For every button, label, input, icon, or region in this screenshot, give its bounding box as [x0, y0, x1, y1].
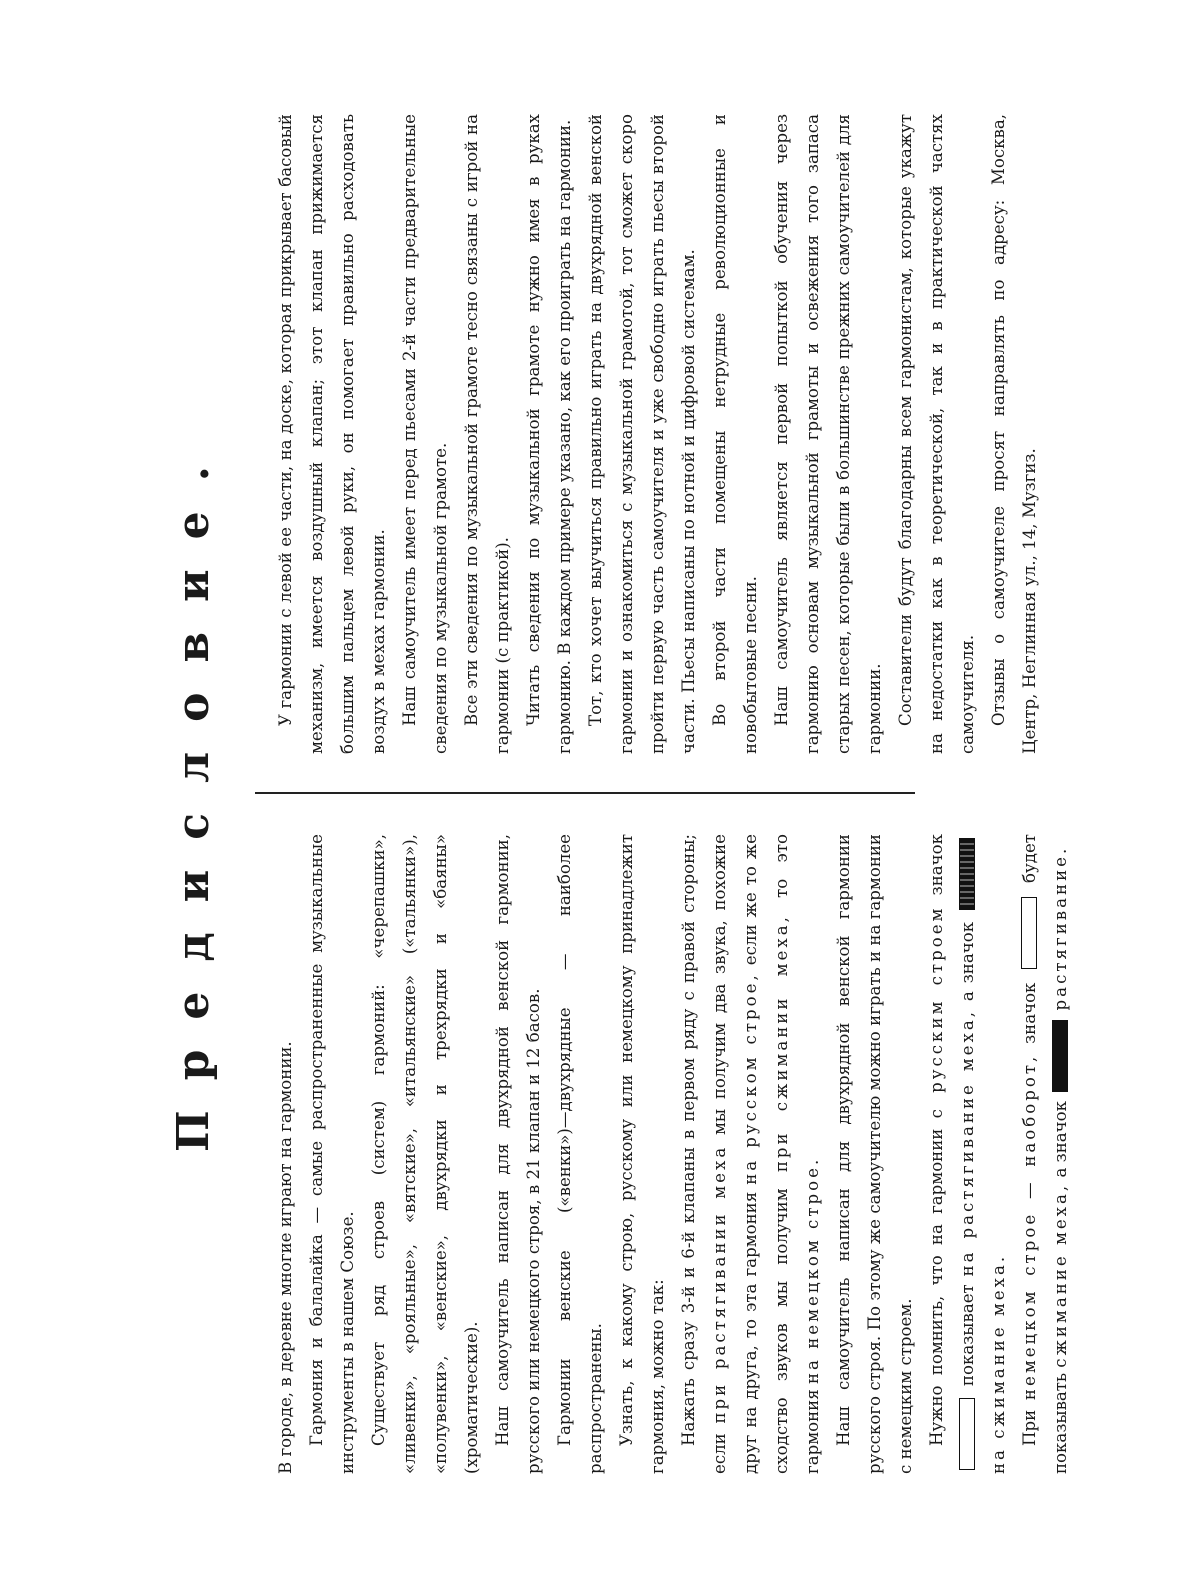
text: а значок	[958, 921, 977, 1002]
paragraph: Все эти сведения по музыкальной грамоте тесно связаны с игрой на гармонии (с практикой).	[462, 114, 512, 754]
text: значок	[927, 834, 946, 896]
rotated-preface-page	[150, 74, 1070, 1514]
text: значок	[1020, 982, 1039, 1044]
paragraph: В городе, в деревне многие играют на гармонии.	[276, 1041, 295, 1474]
column-divider	[255, 792, 915, 794]
paragraph: Тот, кто хочет выучиться правильно играть на двухрядной венской гармонии и ознакомиться с музыкальной грамотой, тот сможет скоро пройти первую часть самоучителя и уже свободно играть пьесы второй части. Пьесы написаны по нотной и цифровой системам.	[586, 114, 698, 754]
paragraph-accordion-test	[673, 834, 828, 1474]
left-column	[270, 834, 1076, 1474]
paragraph: Наш самоучитель имеет перед пьесами 2-й части предварительные сведения по музыкальной грамоте.	[400, 114, 450, 754]
text: При	[1020, 1409, 1039, 1446]
paragraph-russian-system	[921, 834, 1014, 1474]
paragraph-german-system	[1014, 834, 1076, 1474]
text: то это гармония	[772, 834, 822, 1474]
text-spaced: на сжимание меха.	[989, 1253, 1008, 1474]
paragraph-address: Отзывы о самоучителе просят направлять по адресу: Москва, Центр, Неглинная ул., 14, Музгиз.	[989, 114, 1039, 754]
text: Нажать сразу 3-й и 6-й клапаны в первом ряду с правой стороны; если	[679, 834, 729, 1474]
paragraph: Наш самоучитель является первой попыткой обучения через гармонию основам музыкальной грамоты и освежения того запаса старых песен, которые были в большинстве прежних самоучителей для гармонии.	[772, 114, 884, 754]
paragraph: Узнать, к какому строю, русскому или немецкому принадлежит гармония, можно так:	[617, 834, 667, 1474]
paragraph: Гармонии венские («венки»)—двухрядные — наиболее распространены.	[555, 834, 605, 1474]
text-spaced: сжимание меха,	[1051, 1182, 1070, 1368]
page-title: Предисловие.	[168, 436, 219, 1152]
text-spaced: при сжимании меха,	[772, 914, 791, 1173]
open-box-symbol	[1021, 897, 1037, 969]
hatched-box-symbol	[959, 838, 975, 910]
text: будет показывать	[1020, 834, 1070, 1474]
paragraph: У гармонии с левой ее части, на доске, которая прикрывает басовый механизм, имеется воздушный клапан; этот клапан прижимается большим пальцем левой руки, он помогает правильно расходовать воздух в мехах гармонии.	[276, 114, 388, 754]
text: показывает	[958, 1284, 977, 1387]
paragraph: Читать сведения по музыкальной грамоте нужно имея в руках гармонию. В каждом примере указано, как его проиграть на гармонии.	[524, 114, 574, 754]
right-column	[270, 114, 1045, 754]
filled-box-symbol	[1052, 1020, 1068, 1092]
paragraph: Наш самоучитель написан для двухрядной венской гармонии русского строя. По этому же самоучителю можно играть и на гармонии с немецким строем.	[834, 834, 915, 1474]
text-spaced: на немецком строе.	[803, 1156, 822, 1385]
paragraph: Гармония и балалайка — самые распространенные музыкальные инструменты в нашем Союзе.	[307, 834, 357, 1474]
paragraph: Во второй части помещены нетрудные революционные и новобытовые песни.	[710, 114, 760, 754]
text: а значок	[1051, 1101, 1070, 1178]
text: если же то же сходство звуков мы получим	[741, 834, 791, 1474]
text-spaced: немецком строе — наоборот,	[1020, 1053, 1039, 1401]
text-spaced: при растягивании меха	[710, 1144, 729, 1424]
open-box-symbol	[959, 1398, 975, 1470]
text: Нужно помнить, что на гармонии	[927, 1128, 946, 1446]
text: мы получим два звука, похожие друг на друга, то эта гармония	[710, 833, 760, 1474]
paragraph: Составители будут благодарны всем гармонистам, которые укажут на недостатки как в теоретической, так и в практической частях самоучителя.	[896, 114, 977, 754]
paragraph: Наш самоучитель написан для двухрядной венской гармонии, русского или немецкого строя, в 21 клапан и 12 басов.	[493, 834, 543, 1474]
paragraph: Существует ряд строев (систем) гармоний: «черепашки», «ливенки», «рояльные», «вятские», «итальянские» («тальянки»), «полувенки», «венские», двухрядки и трехрядки и «баяны» (хроматические).	[369, 834, 481, 1474]
text-spaced: на растягивание меха,	[958, 1008, 977, 1277]
text-spaced: растягивание.	[1051, 845, 1070, 1011]
text-spaced: на русском строе,	[741, 972, 760, 1185]
text-spaced: с русским строем	[927, 905, 946, 1119]
